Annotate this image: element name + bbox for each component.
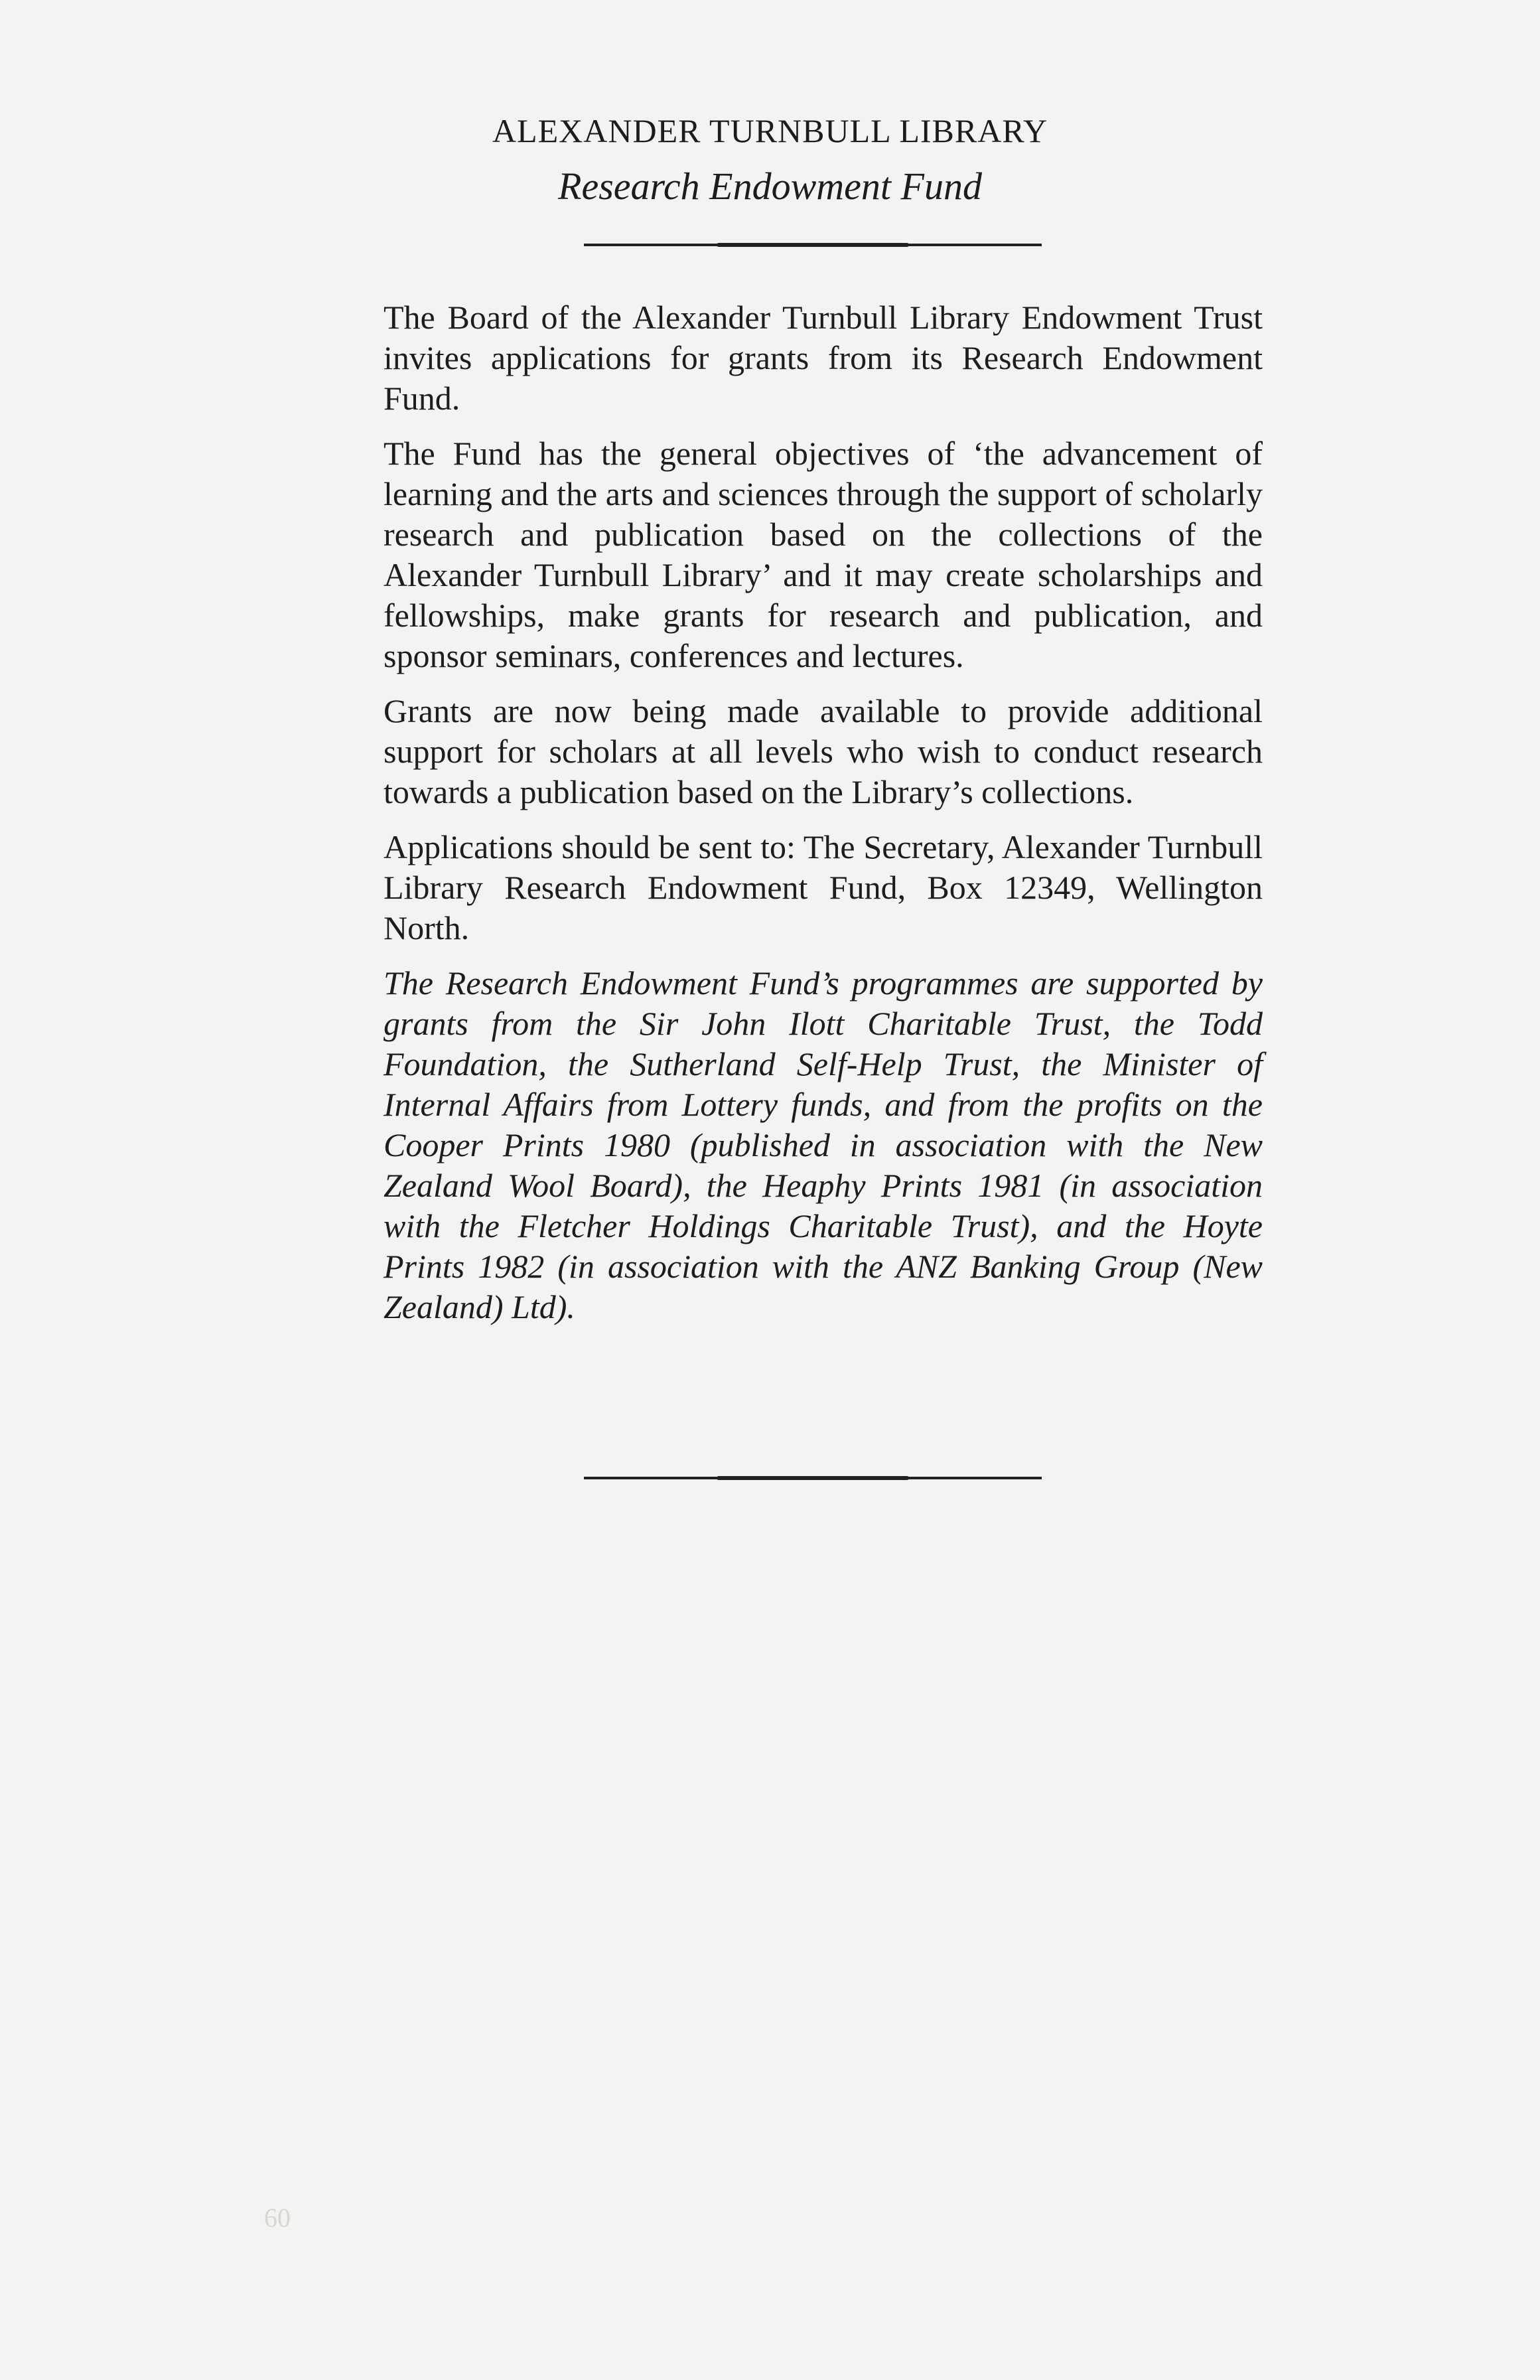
paragraph-funders: The Research Endowment Fund’s programmes are supported by grants from the Sir John Ilott Charitable Trust, the Todd Foundation, the Sutherland Self-Help Trust, the Minister of Internal Affairs from Lottery funds, and from the profits on the Cooper Prints 1980 (published in association with the New Zealand Wool Board), the Heaphy Prints 1981 (in association with the Fletcher Holdings Charitable Trust), and the Hoyte Prints 1982 (in association with the ANZ Banking Group (New Zealand) Ltd). (384, 964, 1263, 1325)
page-subtitle: Research Endowment Fund (558, 165, 982, 208)
paragraph-objectives: The Fund has the general objectives of ‘the advancement of learning and the arts and sciences through the support of scholarly research and publication based on the collections of the Alexander Turnbull Library’ and it may create scholarships and fellowships, make grants for research and publication, and sponsor seminars, conferences and lectures. (384, 435, 1263, 674)
paragraph-applications: Applications should be sent to: The Secretary, Alexander Turnbull Library Research Endowment Fund, Box 12349, Wellington North. (384, 828, 1263, 946)
page-number: 60 (264, 2203, 291, 2233)
page-title: ALEXANDER TURNBULL LIBRARY (492, 112, 1048, 149)
paragraph-grants: Grants are now being made available to provide additional support for scholars at all levels who wish to conduct research towards a publication based on the Library’s collections. (384, 692, 1263, 810)
bottom-divider (584, 1476, 1042, 1480)
top-divider (584, 243, 1042, 247)
paragraph-invitation: The Board of the Alexander Turnbull Library Endowment Trust invites applications for grants from its Research Endowment Fund. (384, 299, 1263, 417)
body-text (384, 297, 1263, 1342)
